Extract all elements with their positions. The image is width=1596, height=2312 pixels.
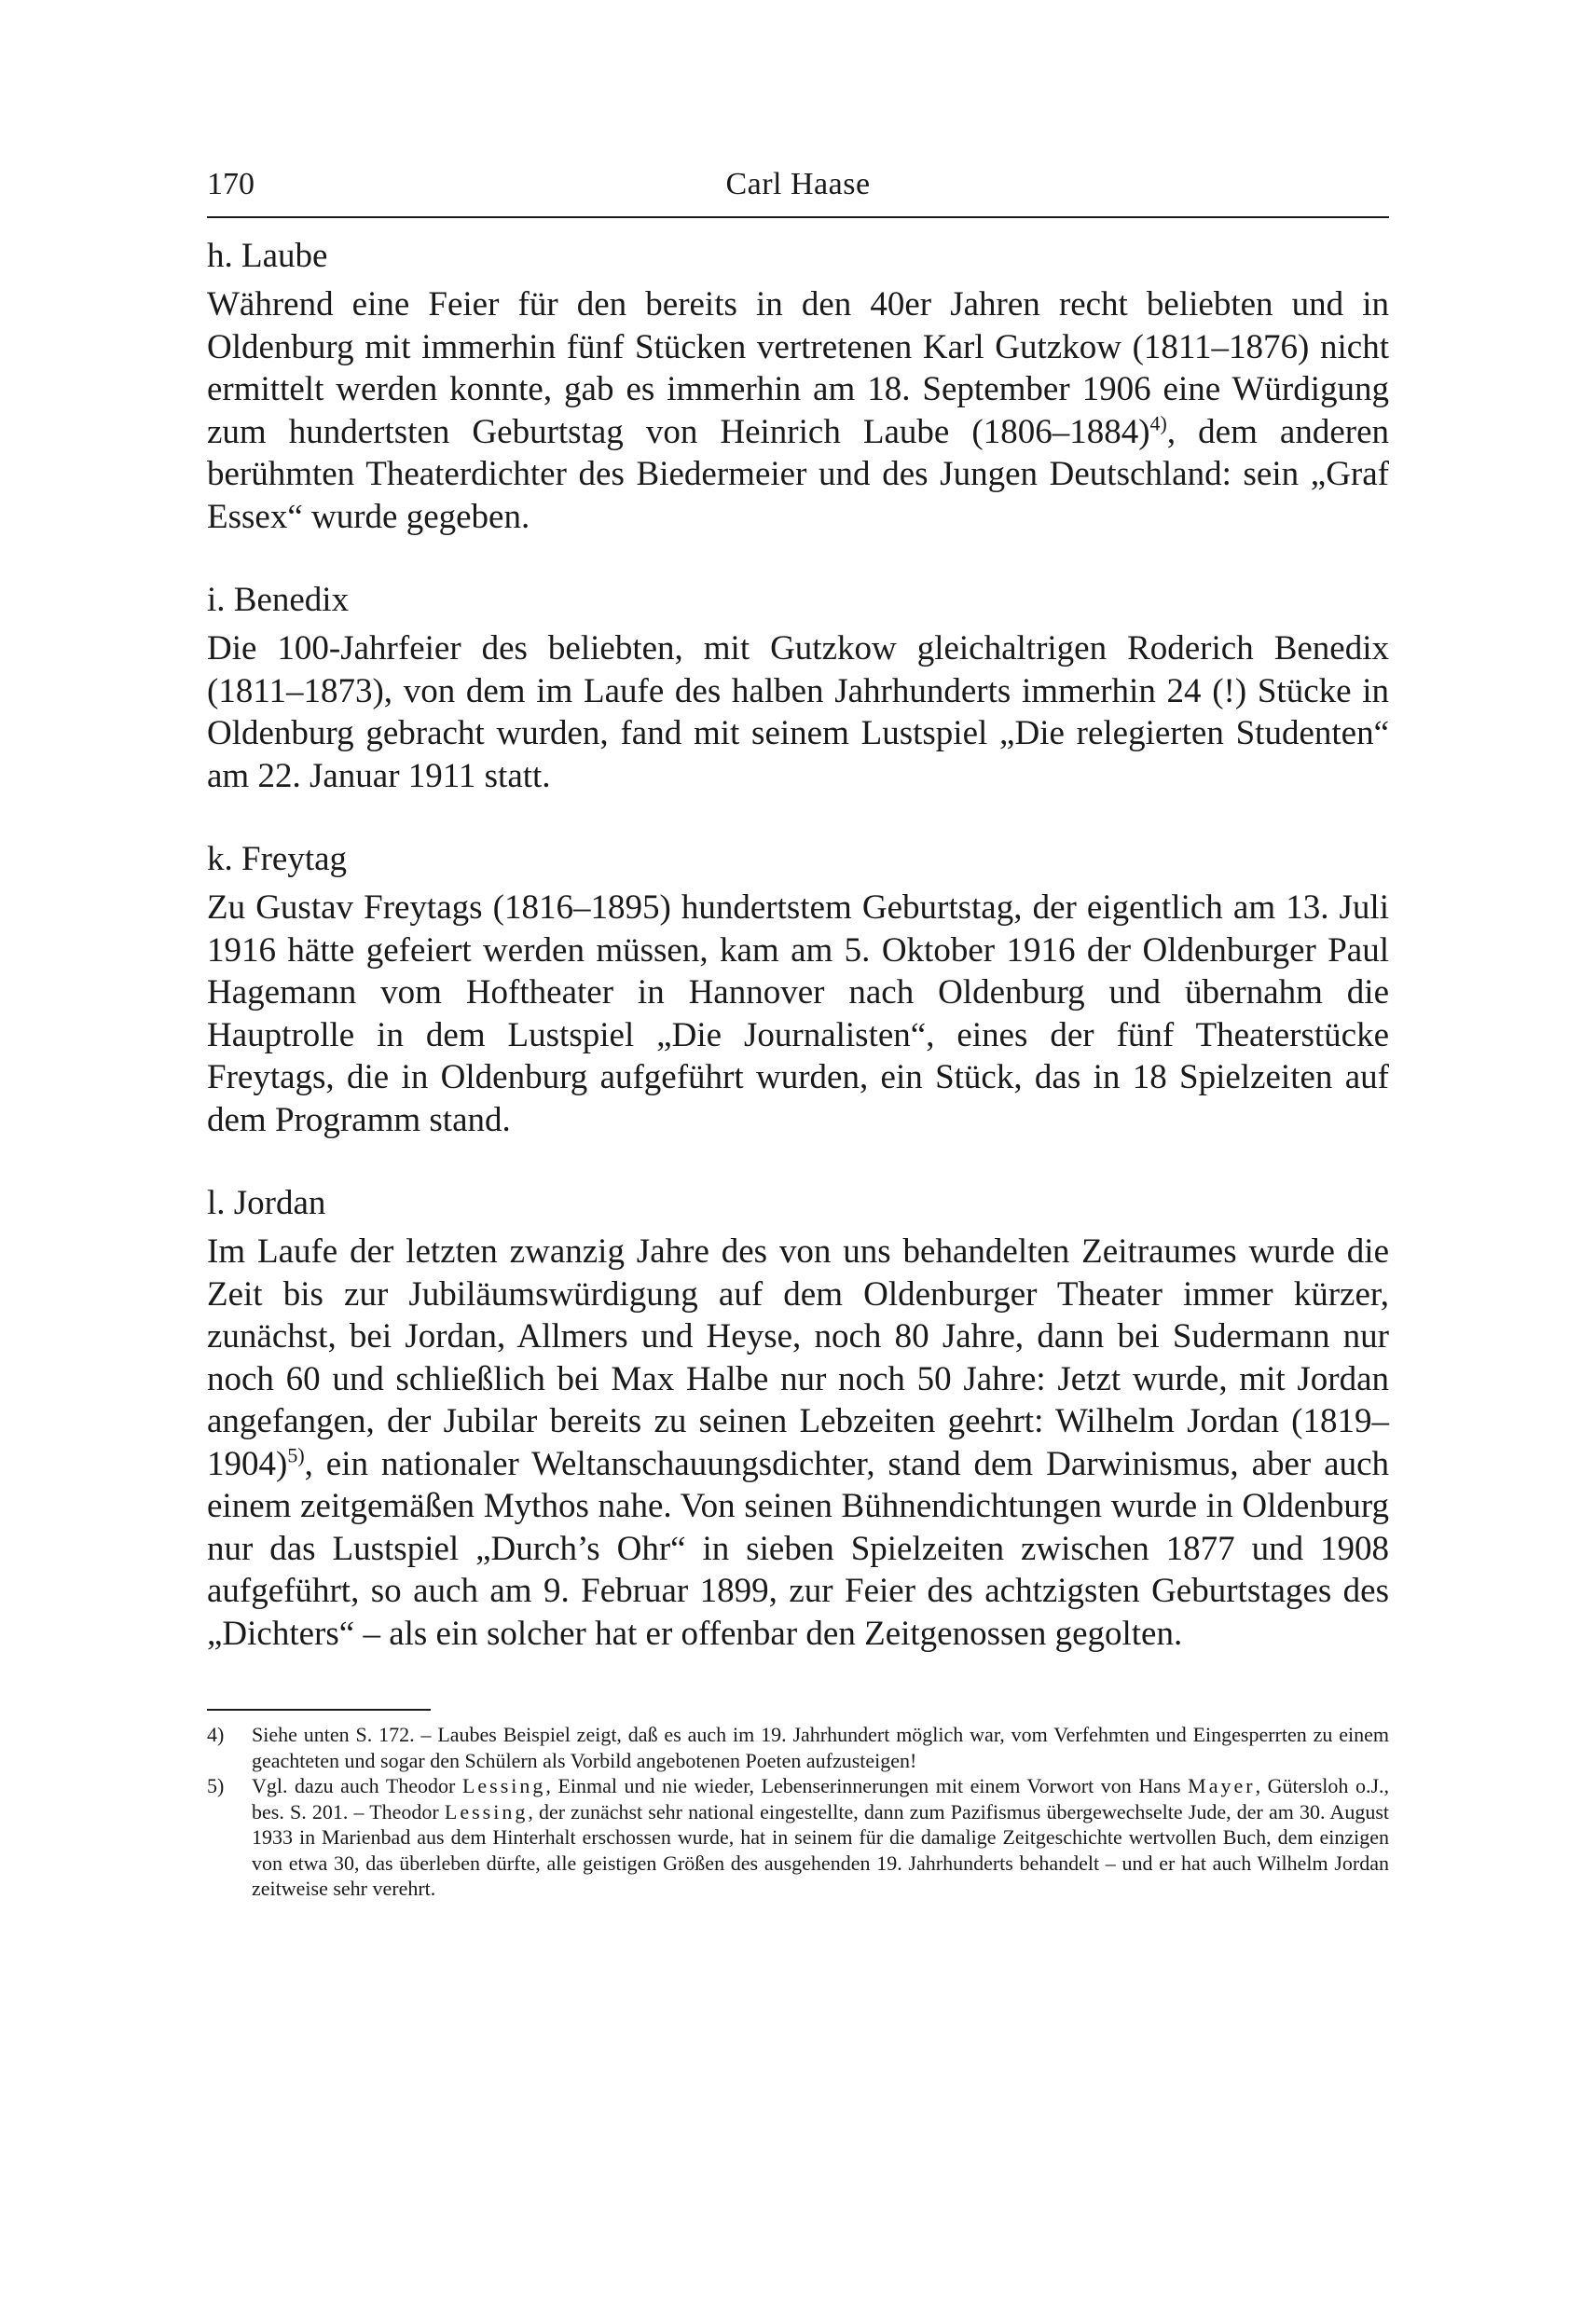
author-name: Lessing (444, 1799, 529, 1823)
section-heading: i. Benedix (207, 581, 350, 619)
footnote (207, 1773, 1389, 1902)
section-paragraph: Die 100-Jahrfeier des beliebten, mit Gutzkow gleichaltrigen Roderich Benedix (1811–1873), von dem im Laufe des halben Jahrhunderts immerhin 24 (!) Stücke in Oldenburg gebracht wurden, fand mit seinem Lustspiel „Die relegierten Studenten“ am 22. Januar 1911 statt. (207, 629, 1389, 795)
author-name: Lessing (461, 1774, 546, 1797)
section-heading: h. Laube (207, 237, 328, 275)
footnote-marker: 5) (207, 1774, 225, 1797)
footnote-marker: 4) (207, 1723, 225, 1746)
footnote-text: , Einmal und nie wieder, Lebenserinnerungen mit einem Vorwort von Hans (545, 1774, 1189, 1797)
paragraph-text: , ein nationaler Weltanschauungsdichter, stand dem Darwinismus, aber auch einem zeitgemäßen Mythos nahe. Von seinen Bühnendichtungen wurde in Oldenburg nur das Lustspiel „Durch’s Ohr“ in sieben Spielzeiten zwischen 1877 und 1908 aufgeführt, so auch am 9. Februar 1899, zur Feier des achtzigsten Geburtstages des „Dichters“ – als ein solcher hat er offenbar den Zeitgenossen gegolten. (207, 1444, 1389, 1653)
author-name: Mayer (1188, 1774, 1256, 1797)
paragraph-text: Während eine Feier für den bereits in den 40er Jahren recht beliebten und in Oldenburg mit immerhin fünf Stücken vertretenen Karl Gutzkow (1811–1876) nicht ermittelt werden konnte, gab es immerhin am 18. September 1906 eine Würdigung zum hundertsten Geburtstag von Heinrich Laube (1806–1884) (207, 285, 1389, 451)
book-page (207, 158, 1389, 1902)
running-title: Carl Haase (725, 167, 871, 201)
section-heading: k. Freytag (207, 840, 348, 878)
footnote-text: , Gütersloh o.J., bes. S. 201. – Theodor (252, 1774, 1390, 1823)
section-paragraph (207, 283, 1389, 538)
footnote-text: Siehe unten S. 172. – Laubes Beispiel zeigt, daß es auch im 19. Jahrhundert möglich war, vom Verfehmten und Eingesperrten zu einem geachteten und sogar den Schülern als Vorbild angebotenen Poeten aufzusteigen! (252, 1723, 1389, 1772)
footnote-reference: 4) (1149, 411, 1167, 435)
page-number: 170 (207, 167, 255, 201)
running-head (207, 158, 1389, 211)
section-laube (207, 233, 1389, 538)
section-jordan (207, 1180, 1389, 1655)
footnote (207, 1722, 1389, 1773)
footnote-reference: 5) (287, 1443, 305, 1467)
paragraph-text: , dem anderen berühmten Theaterdichter des Biedermeier und des Jungen Deutschland: sein „Graf Essex“ wurde gegeben. (207, 412, 1389, 536)
paragraph-text: Im Laufe der letzten zwanzig Jahre des von uns behandelten Zeitraumes wurde die Zeit bis zur Jubiläumswürdigung auf dem Oldenburger Theater immer kürzer, zunächst, bei Jordan, Allmers und Heyse, noch 80 Jahre, dann bei Sudermann nur noch 60 und schließlich bei Max Halbe nur noch 50 Jahre: Jetzt wurde, mit Jordan angefangen, der Jubilar bereits zu seinen Lebzeiten geehrt: Wilhelm Jordan (1819–1904) (207, 1232, 1389, 1483)
footnote-text: Vgl. dazu auch Theodor (252, 1774, 462, 1797)
footnotes (207, 1722, 1389, 1902)
footnote-rule (207, 1709, 431, 1711)
section-heading: l. Jordan (207, 1184, 326, 1222)
header-rule (207, 216, 1389, 218)
section-benedix (207, 577, 1389, 797)
section-freytag (207, 836, 1389, 1141)
footnote-text: , der zunächst sehr national eingestellte, dann zum Pazifismus übergewechselte Jude, der am 30. August 1933 in Marienbad aus dem Hinterhalt erschossen wurde, hat in seinem für die damalige Zeitgeschichte wertvollen Buch, dem einzigen von etwa 30, das überleben dürfte, alle geistigen Größen des ausgehenden 19. Jahrhunderts behandelt – und er hat auch Wilhelm Jordan zeitweise sehr verehrt. (252, 1799, 1389, 1900)
section-paragraph (207, 1231, 1389, 1655)
section-paragraph: Zu Gustav Freytags (1816–1895) hundertstem Geburtstag, der eigentlich am 13. Juli 1916 hätte gefeiert werden müssen, kam am 5. Oktober 1916 der Oldenburger Paul Hagemann vom Hoftheater in Hannover nach Oldenburg und übernahm die Hauptrolle in dem Lustspiel „Die Journalisten“, eines der fünf Theaterstücke Freytags, die in Oldenburg aufgeführt wurden, ein Stück, das in 18 Spielzeiten auf dem Programm stand. (207, 888, 1389, 1139)
